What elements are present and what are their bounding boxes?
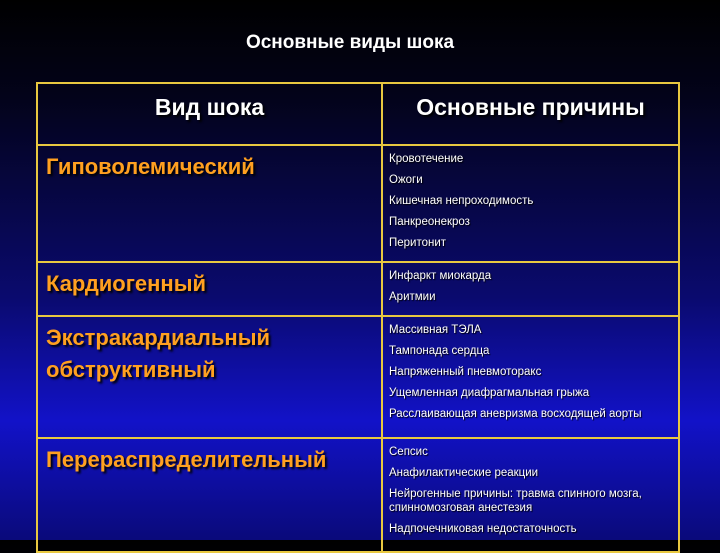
cause-item: Ожоги (389, 174, 423, 186)
cause-item: Кровотечение (389, 153, 464, 165)
causes-cell (382, 262, 679, 316)
cause-item: Надпочечниковая недостаточность (389, 523, 577, 535)
shock-types-table (36, 82, 680, 553)
shock-type-cell: Перераспределительный (37, 438, 382, 552)
cause-item: Расслаивающая аневризма восходящей аорты (389, 408, 642, 420)
cause-item: Напряженный пневмоторакс (389, 366, 542, 378)
cause-item: Тампонада сердца (389, 345, 490, 357)
cause-item: Кишечная непроходимость (389, 195, 534, 207)
slide-title: Основные виды шока (245, 32, 455, 53)
header-shock-type: Вид шока (37, 83, 382, 145)
table-row (37, 145, 679, 262)
shock-type-cell: Гиповолемический (37, 145, 382, 262)
cause-item: Инфаркт миокарда (389, 270, 492, 282)
shock-type-cell: Экстракардиальный обструктивный (37, 316, 382, 438)
causes-cell (382, 145, 679, 262)
shock-type-cell: Кардиогенный (37, 262, 382, 316)
table-row (37, 262, 679, 316)
cause-item: Сепсис (389, 446, 428, 458)
cause-item: Перитонит (389, 237, 447, 249)
cause-item: Нейрогенные причины: травма спинного мозга, спинномозговая анестезия (389, 488, 642, 514)
cause-item: Панкреонекроз (389, 216, 470, 228)
header-main-causes: Основные причины (382, 83, 679, 145)
cause-item: Массивная ТЭЛА (389, 324, 482, 336)
causes-cell (382, 438, 679, 552)
table-header-row (37, 83, 679, 145)
causes-cell (382, 316, 679, 438)
cause-item: Ущемленная диафрагмальная грыжа (389, 387, 590, 399)
table-row (37, 316, 679, 438)
cause-item: Аритмии (389, 291, 436, 303)
table-row (37, 438, 679, 552)
cause-item: Анафилактические реакции (389, 467, 539, 479)
